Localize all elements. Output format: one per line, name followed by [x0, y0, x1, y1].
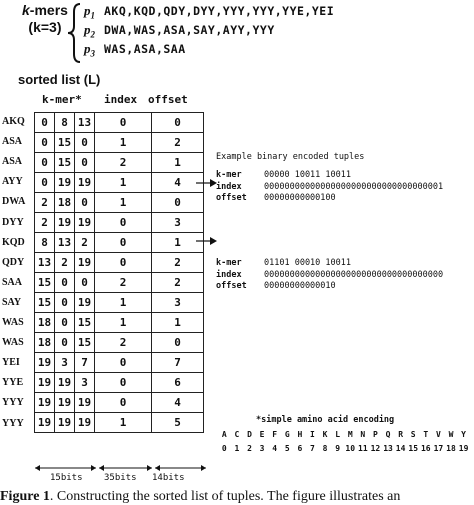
index-bits: 00000000000000000000000000000000001: [264, 181, 444, 192]
index-cell: 2: [95, 333, 152, 353]
offset-cell: 5: [152, 413, 204, 433]
offset-cell: 2: [152, 133, 204, 153]
table-row: [35, 333, 204, 353]
kmer-code-2: 0: [55, 293, 75, 313]
amino-acid-code: 2: [247, 444, 252, 453]
index-cell: 0: [95, 353, 152, 373]
index-bits: 00000000000000000000000000000000000: [264, 269, 444, 280]
offset-cell: 1: [152, 313, 204, 333]
kmer-code-1: 15: [35, 273, 55, 293]
row-label: WAS: [2, 317, 24, 328]
index-cell: 0: [95, 253, 152, 273]
amino-acid-letter: P: [373, 430, 378, 439]
amino-acid-code: 10: [345, 444, 356, 453]
figure-caption: [0, 489, 400, 505]
kmer-code-2: 18: [55, 193, 75, 213]
row-label: AKQ: [2, 116, 25, 127]
curly-brace-icon: [66, 2, 84, 64]
kmer-code-1: 15: [35, 293, 55, 313]
row-label: YEI: [2, 357, 20, 369]
table-row: [35, 133, 204, 153]
amino-acid-letter: S: [410, 430, 416, 439]
kmers-label: [22, 2, 68, 36]
row-label: YYY: [2, 417, 24, 429]
table-row: [35, 393, 204, 413]
offset-bits: 00000000000100: [264, 193, 336, 203]
caption-label: Figure 1: [0, 489, 50, 504]
row-label: SAA: [2, 276, 23, 288]
kmer-code-2: 13: [55, 233, 75, 253]
kmer-code-2: 19: [55, 213, 75, 233]
kmer-key: k-mer: [216, 170, 242, 180]
table-row: [35, 233, 204, 253]
offset-key: offset: [216, 193, 247, 203]
kmer-code-2: 0: [55, 333, 75, 353]
caption-text: . Constructing the sorted list of tuples. The figure illustrates an: [49, 489, 401, 504]
amino-acid-letter: G: [284, 430, 290, 439]
amino-acid-letter: W: [448, 430, 454, 439]
table-row: [35, 213, 204, 233]
kmer-code-1: 19: [35, 353, 55, 373]
kmer-code-1: 13: [35, 253, 55, 273]
amino-acid-letter: H: [297, 430, 303, 439]
amino-acid-letter: I: [310, 430, 315, 439]
amino-acid-code: 1: [234, 444, 240, 453]
index-key: index: [216, 269, 242, 280]
amino-acid-letter: A: [221, 430, 227, 439]
offset-cell: 3: [152, 293, 204, 313]
offset-bits: 00000000000010: [264, 281, 336, 291]
table-row: [35, 253, 204, 273]
offset-cell: 1: [152, 153, 204, 173]
amino-acid-code: 6: [297, 444, 303, 453]
amino-acid-letter: L: [335, 430, 341, 439]
kmer-code-1: 8: [35, 233, 55, 253]
offset-cell: 0: [152, 113, 204, 133]
offset-cell: 0: [152, 333, 204, 353]
amino-acid-code: 13: [383, 444, 393, 453]
binary-tuple-2: [216, 258, 443, 293]
kmer-code-3: 3: [75, 373, 95, 393]
kmer-code-2: 19: [55, 373, 75, 393]
kmer-code-2: 19: [55, 173, 75, 193]
amino-acid-letter: V: [435, 430, 441, 439]
offset-cell: 2: [152, 253, 204, 273]
index-column-header: index: [104, 93, 138, 106]
binary-example-title: Example binary encoded tuples: [216, 152, 365, 162]
offset-cell: 1: [152, 233, 204, 253]
index-cell: 1: [95, 313, 152, 333]
kmer-code-3: 0: [75, 193, 95, 213]
kmer-code-1: 19: [35, 373, 55, 393]
index-cell: 0: [95, 233, 152, 253]
kmer-code-1: 0: [35, 113, 55, 133]
kmer-code-3: 19: [75, 253, 95, 273]
encoding-letters-row: [218, 430, 470, 439]
row-label: DWA: [2, 196, 26, 208]
arrow-right-icon: [196, 236, 218, 246]
table-row: [35, 353, 204, 373]
encoding-codes-row: [218, 444, 470, 453]
amino-acid-letter: Y: [461, 430, 466, 439]
kmer-column-header: k-mer*: [42, 93, 82, 106]
sorted-list-table: [34, 112, 204, 433]
amino-acid-code: 8: [322, 444, 328, 453]
offset-cell: 3: [152, 213, 204, 233]
offset-column-header: offset: [148, 93, 188, 106]
row-label: QDY: [2, 256, 25, 268]
offset-cell: 0: [152, 193, 204, 213]
index-cell: 1: [95, 173, 152, 193]
kmer-code-1: 2: [35, 193, 55, 213]
kmer-code-3: 15: [75, 333, 95, 353]
index-cell: 1: [95, 413, 152, 433]
kmer-code-1: 18: [35, 333, 55, 353]
kmer-code-1: 2: [35, 213, 55, 233]
table-row: [35, 293, 204, 313]
row-label: ASA: [2, 136, 23, 148]
offset-cell: 6: [152, 373, 204, 393]
kmer-code-3: 19: [75, 293, 95, 313]
table-row: [35, 273, 204, 293]
kmer-bits-label: 15bits: [50, 473, 83, 483]
table-row: [35, 373, 204, 393]
protein-row-2: [84, 22, 275, 42]
protein-row-3: [84, 41, 186, 61]
offset-cell: 4: [152, 393, 204, 413]
table-row: [35, 173, 204, 193]
kmer-code-3: 15: [75, 313, 95, 333]
amino-acid-letter: T: [423, 430, 429, 439]
amino-acid-letter: N: [360, 430, 366, 439]
protein-row-1: [84, 3, 334, 23]
row-label: DYY: [2, 216, 24, 228]
row-label: KQD: [2, 236, 25, 248]
amino-acid-code: 18: [446, 444, 456, 453]
kmer-code-2: 19: [55, 413, 75, 433]
k-value-label: (k=3): [28, 19, 62, 35]
table-row: [35, 413, 204, 433]
protein-kmers: AKQ,KQD,QDY,DYY,YYY,YYY,YYE,YEI: [104, 4, 335, 18]
index-cell: 0: [95, 373, 152, 393]
protein-kmers: DWA,WAS,ASA,SAY,AYY,YYY: [104, 23, 275, 37]
index-cell: 2: [95, 273, 152, 293]
amino-acid-code: 19: [458, 444, 469, 453]
row-label: SAY: [2, 296, 22, 308]
offset-cell: 2: [152, 273, 204, 293]
k-italic: k: [22, 2, 30, 18]
kmer-code-3: 0: [75, 153, 95, 173]
kmer-code-1: 0: [35, 173, 55, 193]
protein-label: $p_2$: [84, 22, 95, 40]
sorted-list-title: sorted list (L): [18, 72, 101, 87]
kmer-code-1: 0: [35, 153, 55, 173]
kmer-code-2: 0: [55, 273, 75, 293]
protein-label: $p_1$: [84, 3, 95, 21]
kmer-bits: 01101 00010 10011: [264, 258, 351, 268]
kmer-code-2: 2: [55, 253, 75, 273]
kmer-code-2: 0: [55, 313, 75, 333]
table-row: [35, 193, 204, 213]
amino-acid-code: 7: [310, 444, 315, 453]
kmer-code-1: 19: [35, 393, 55, 413]
kmers-label-rest: -mers: [29, 2, 68, 18]
kmer-code-1: 0: [35, 133, 55, 153]
amino-acid-code: 14: [395, 444, 406, 453]
encoding-title: *simple amino acid encoding: [256, 415, 395, 425]
offset-cell: 4: [152, 173, 204, 193]
amino-acid-letter: M: [347, 430, 353, 439]
index-key: index: [216, 181, 242, 192]
protein-label: $p_3$: [84, 41, 95, 59]
row-label: YYY: [2, 397, 24, 409]
index-bits-label: 35bits: [104, 473, 137, 483]
kmer-code-1: 19: [35, 413, 55, 433]
index-cell: 1: [95, 133, 152, 153]
index-cell: 0: [95, 113, 152, 133]
kmer-code-2: 15: [55, 153, 75, 173]
kmer-bits: 00000 10011 10011: [264, 170, 351, 180]
offset-bits-label: 14bits: [152, 473, 185, 483]
index-cell: 0: [95, 393, 152, 413]
amino-acid-code: 3: [259, 444, 265, 453]
amino-acid-code: 9: [335, 444, 341, 453]
kmer-code-3: 7: [75, 353, 95, 373]
amino-acid-code: 11: [358, 444, 368, 453]
amino-acid-letter: Q: [385, 430, 391, 439]
kmer-code-2: 3: [55, 353, 75, 373]
kmer-code-3: 0: [75, 133, 95, 153]
kmer-code-3: 19: [75, 413, 95, 433]
kmer-code-3: 2: [75, 233, 95, 253]
kmer-code-2: 19: [55, 393, 75, 413]
index-cell: 0: [95, 213, 152, 233]
index-cell: 1: [95, 293, 152, 313]
amino-acid-letter: F: [272, 430, 278, 439]
amino-acid-letter: D: [247, 430, 252, 439]
amino-acid-code: 17: [433, 444, 444, 453]
row-label: ASA: [2, 156, 23, 168]
amino-acid-code: 12: [370, 444, 381, 453]
table-row: [35, 113, 204, 133]
index-cell: 1: [95, 193, 152, 213]
arrow-right-icon: [196, 178, 218, 188]
offset-cell: 7: [152, 353, 204, 373]
row-label: AYY: [2, 176, 23, 188]
amino-acid-code: 15: [408, 444, 419, 453]
kmer-code-1: 18: [35, 313, 55, 333]
table-row: [35, 313, 204, 333]
amino-acid-letter: K: [322, 430, 328, 439]
kmer-code-3: 0: [75, 273, 95, 293]
offset-key: offset: [216, 281, 247, 291]
kmer-code-3: 19: [75, 213, 95, 233]
amino-acid-code: 4: [272, 444, 278, 453]
amino-acid-code: 16: [420, 444, 431, 453]
amino-acid-letter: C: [234, 430, 240, 439]
row-label: WAS: [2, 337, 24, 349]
amino-acid-letter: E: [259, 430, 265, 439]
kmer-code-3: 19: [75, 173, 95, 193]
amino-acid-letter: R: [398, 430, 404, 439]
kmer-code-2: 15: [55, 133, 75, 153]
kmer-code-2: 8: [55, 113, 75, 133]
kmer-code-3: 19: [75, 393, 95, 413]
binary-tuple-1: [216, 170, 443, 205]
row-label: YYE: [2, 377, 24, 389]
index-cell: 2: [95, 153, 152, 173]
kmer-code-3: 13: [75, 113, 95, 133]
amino-acid-code: 5: [284, 444, 290, 453]
table-row: [35, 153, 204, 173]
amino-acid-code: 0: [221, 444, 227, 453]
kmer-key: k-mer: [216, 258, 242, 268]
protein-kmers: WAS,ASA,SAA: [104, 42, 186, 56]
